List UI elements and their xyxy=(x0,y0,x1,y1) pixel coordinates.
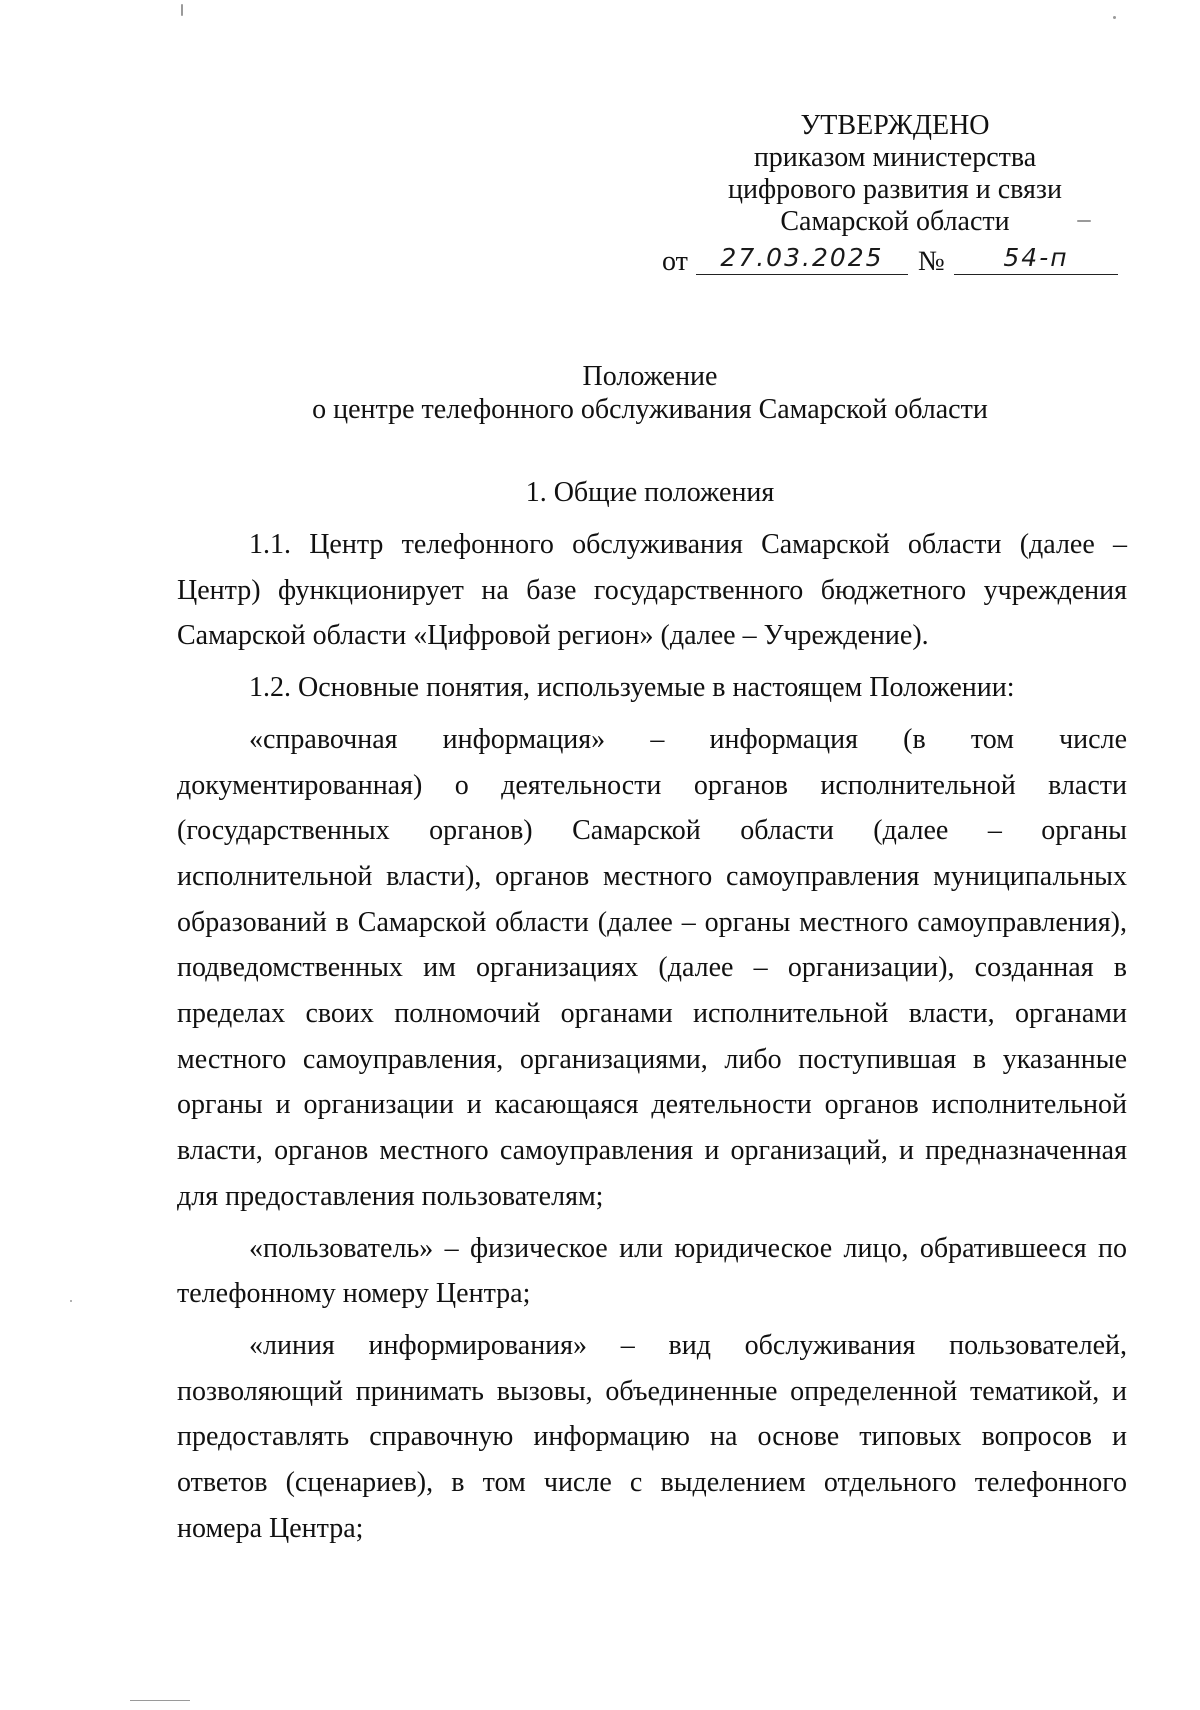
title-line-2: о центре телефонного обслуживания Самарской области xyxy=(312,394,988,425)
title-line-1: Положение xyxy=(582,361,718,392)
paragraph-1-2: 1.2. Основные понятия, используемые в настоящем Положении: xyxy=(249,672,1015,704)
paragraph-1-1: 1.1. Центр телефонного обслуживания Самарской области (далее – Центр) функционирует на базе государственного бюджетного учреждения Самарской области «Цифровой регион» (далее – Учреждение). xyxy=(177,529,1127,652)
approval-region-line: Самарской области xyxy=(780,206,1010,237)
approval-ministry-line: цифрового развития и связи xyxy=(728,174,1062,205)
approval-date-line xyxy=(662,244,1122,278)
scan-speck xyxy=(130,1700,190,1701)
definition-user: «пользователь» – физическое или юридическое лицо, обратившееся по телефонному номеру Центра; xyxy=(177,1232,1127,1310)
section-heading: 1. Общие положения xyxy=(525,477,775,508)
number-label: № xyxy=(918,246,945,277)
date-label: от xyxy=(662,246,688,277)
date-handwritten-value: 27.03.2025 xyxy=(696,244,908,275)
scan-speck xyxy=(181,4,183,16)
document-title xyxy=(160,360,1140,426)
approval-order-line: приказом министерства xyxy=(753,142,1037,173)
scan-speck xyxy=(70,1300,72,1302)
approval-heading: УТВЕРЖДЕНО xyxy=(800,110,990,141)
approval-block xyxy=(660,110,1130,238)
document-body xyxy=(177,522,1127,1557)
definition-reference-info: «справочная информация» – информация (в том числе документированная) о деятельности органов исполнительной власти (государственных органов) Самарской области (далее – органы исполнительной власти), органов местного самоуправления муниципальных образований в Самарской области (далее – органы местного самоуправления), подведомственных им организациях (далее – организации), созданная в пределах своих полномочий органами исполнительной власти, органами местного самоуправления, организациями, либо поступившая в указанные органы и организации и касающаяся деятельности органов исполнительной власти, органов местного самоуправления и организаций, и предназначенная для предоставления пользователям; xyxy=(177,723,1127,1212)
definition-info-line: «линия информирования» – вид обслуживания пользователей, позволяющий принимать вызовы, объединенные определенной тематикой, и предоставлять справочную информацию на основе типовых вопросов и ответов (сценариев), в том числе с выделением отдельного телефонного номера Центра; xyxy=(177,1329,1127,1544)
scan-speck xyxy=(1113,16,1116,19)
number-handwritten-value: 54-п xyxy=(954,244,1118,275)
